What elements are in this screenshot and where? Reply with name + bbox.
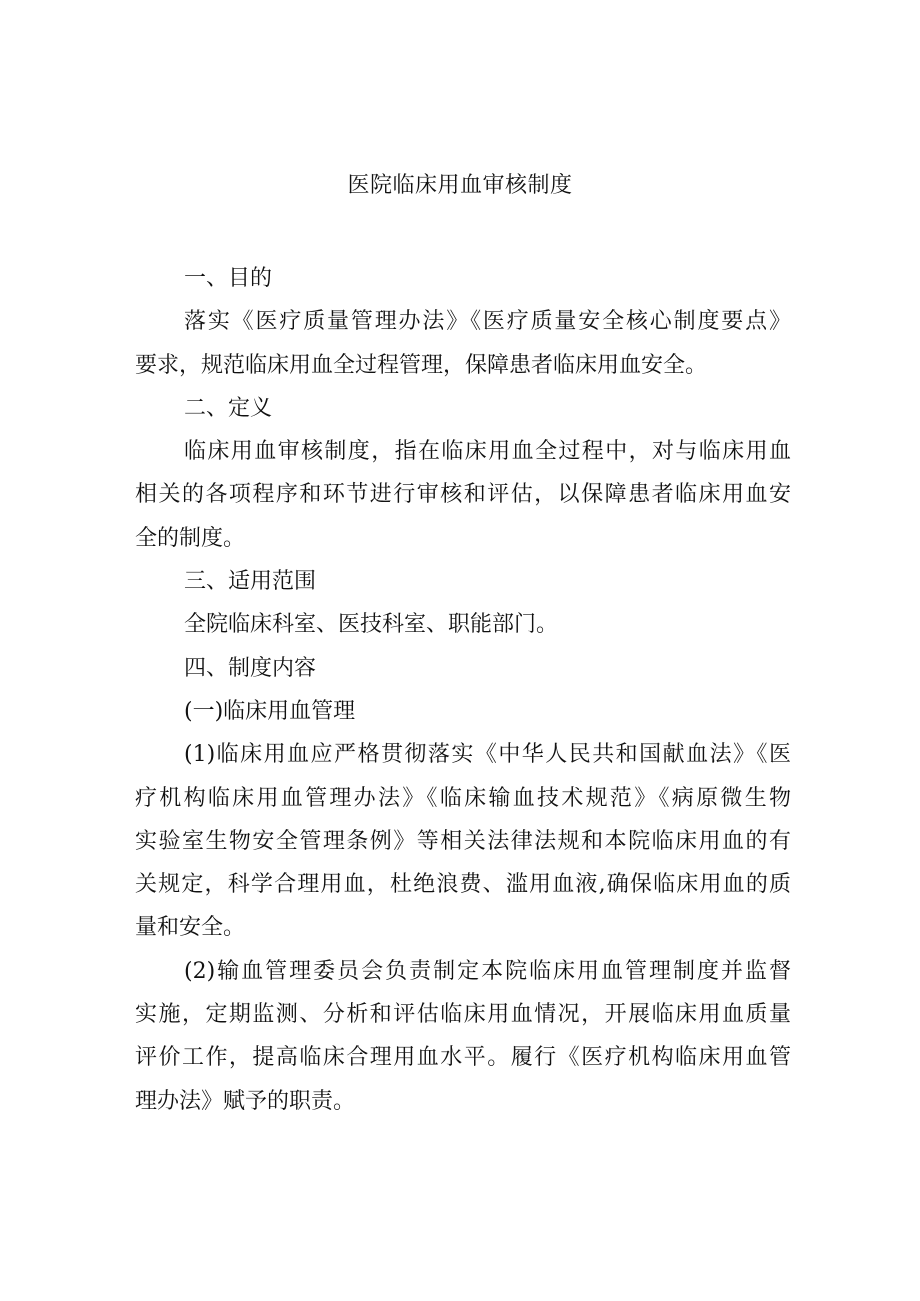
paragraph-line: 要求，规范临床用血全过程管理，保障患者临床用血安全。: [135, 352, 708, 378]
section-heading-content: 四、制度内容: [184, 655, 317, 681]
paragraph-line: 疗机构临床用血管理办法》《临床输血技术规范》《病原微生物: [135, 785, 791, 811]
section-heading-purpose: 一、目的: [184, 266, 273, 291]
paragraph-line: 临床用血审核制度，指在临床用血全过程中，对与临床用血: [184, 439, 791, 465]
paragraph-line: 落实《医疗质量管理办法》《医疗质量安全核心制度要点》: [184, 309, 791, 335]
paragraph-line: 实验室生物安全管理条例》等相关法律法规和本院临床用血的有: [135, 828, 791, 854]
paragraph-line: 关规定，科学合理用血，杜绝浪费、滥用血液,确保临床用血的质: [135, 872, 791, 898]
paragraph-line: (1)临床用血应严格贯彻落实《中华人民共和国献血法》《医: [184, 742, 791, 768]
paragraph-line: 理办法》赋予的职责。: [135, 1088, 356, 1114]
paragraph-line: 全院临床科室、医技科室、职能部门。: [184, 612, 559, 638]
paragraph-line: 量和安全。: [135, 915, 246, 941]
paragraph-line: 全的制度。: [135, 525, 246, 551]
paragraph-line: (2)输血管理委员会负责制定本院临床用血管理制度并监督: [184, 958, 791, 984]
paragraph-line: 评价工作，提高临床合理用血水平。履行《医疗机构临床用血管: [135, 1045, 791, 1071]
section-heading-definition: 二、定义: [184, 395, 273, 421]
document-body: [135, 263, 791, 1129]
subsection-heading: (一)临床用血管理: [184, 698, 356, 724]
section-heading-scope: 三、适用范围: [184, 569, 317, 595]
paragraph-line: 相关的各项程序和环节进行审核和评估，以保障患者临床用血安: [135, 482, 791, 508]
paragraph-line: 实施，定期监测、分析和评估临床用血情况，开展临床用血质量: [135, 1002, 791, 1028]
document-title: 医院临床用血审核制度: [347, 173, 573, 198]
